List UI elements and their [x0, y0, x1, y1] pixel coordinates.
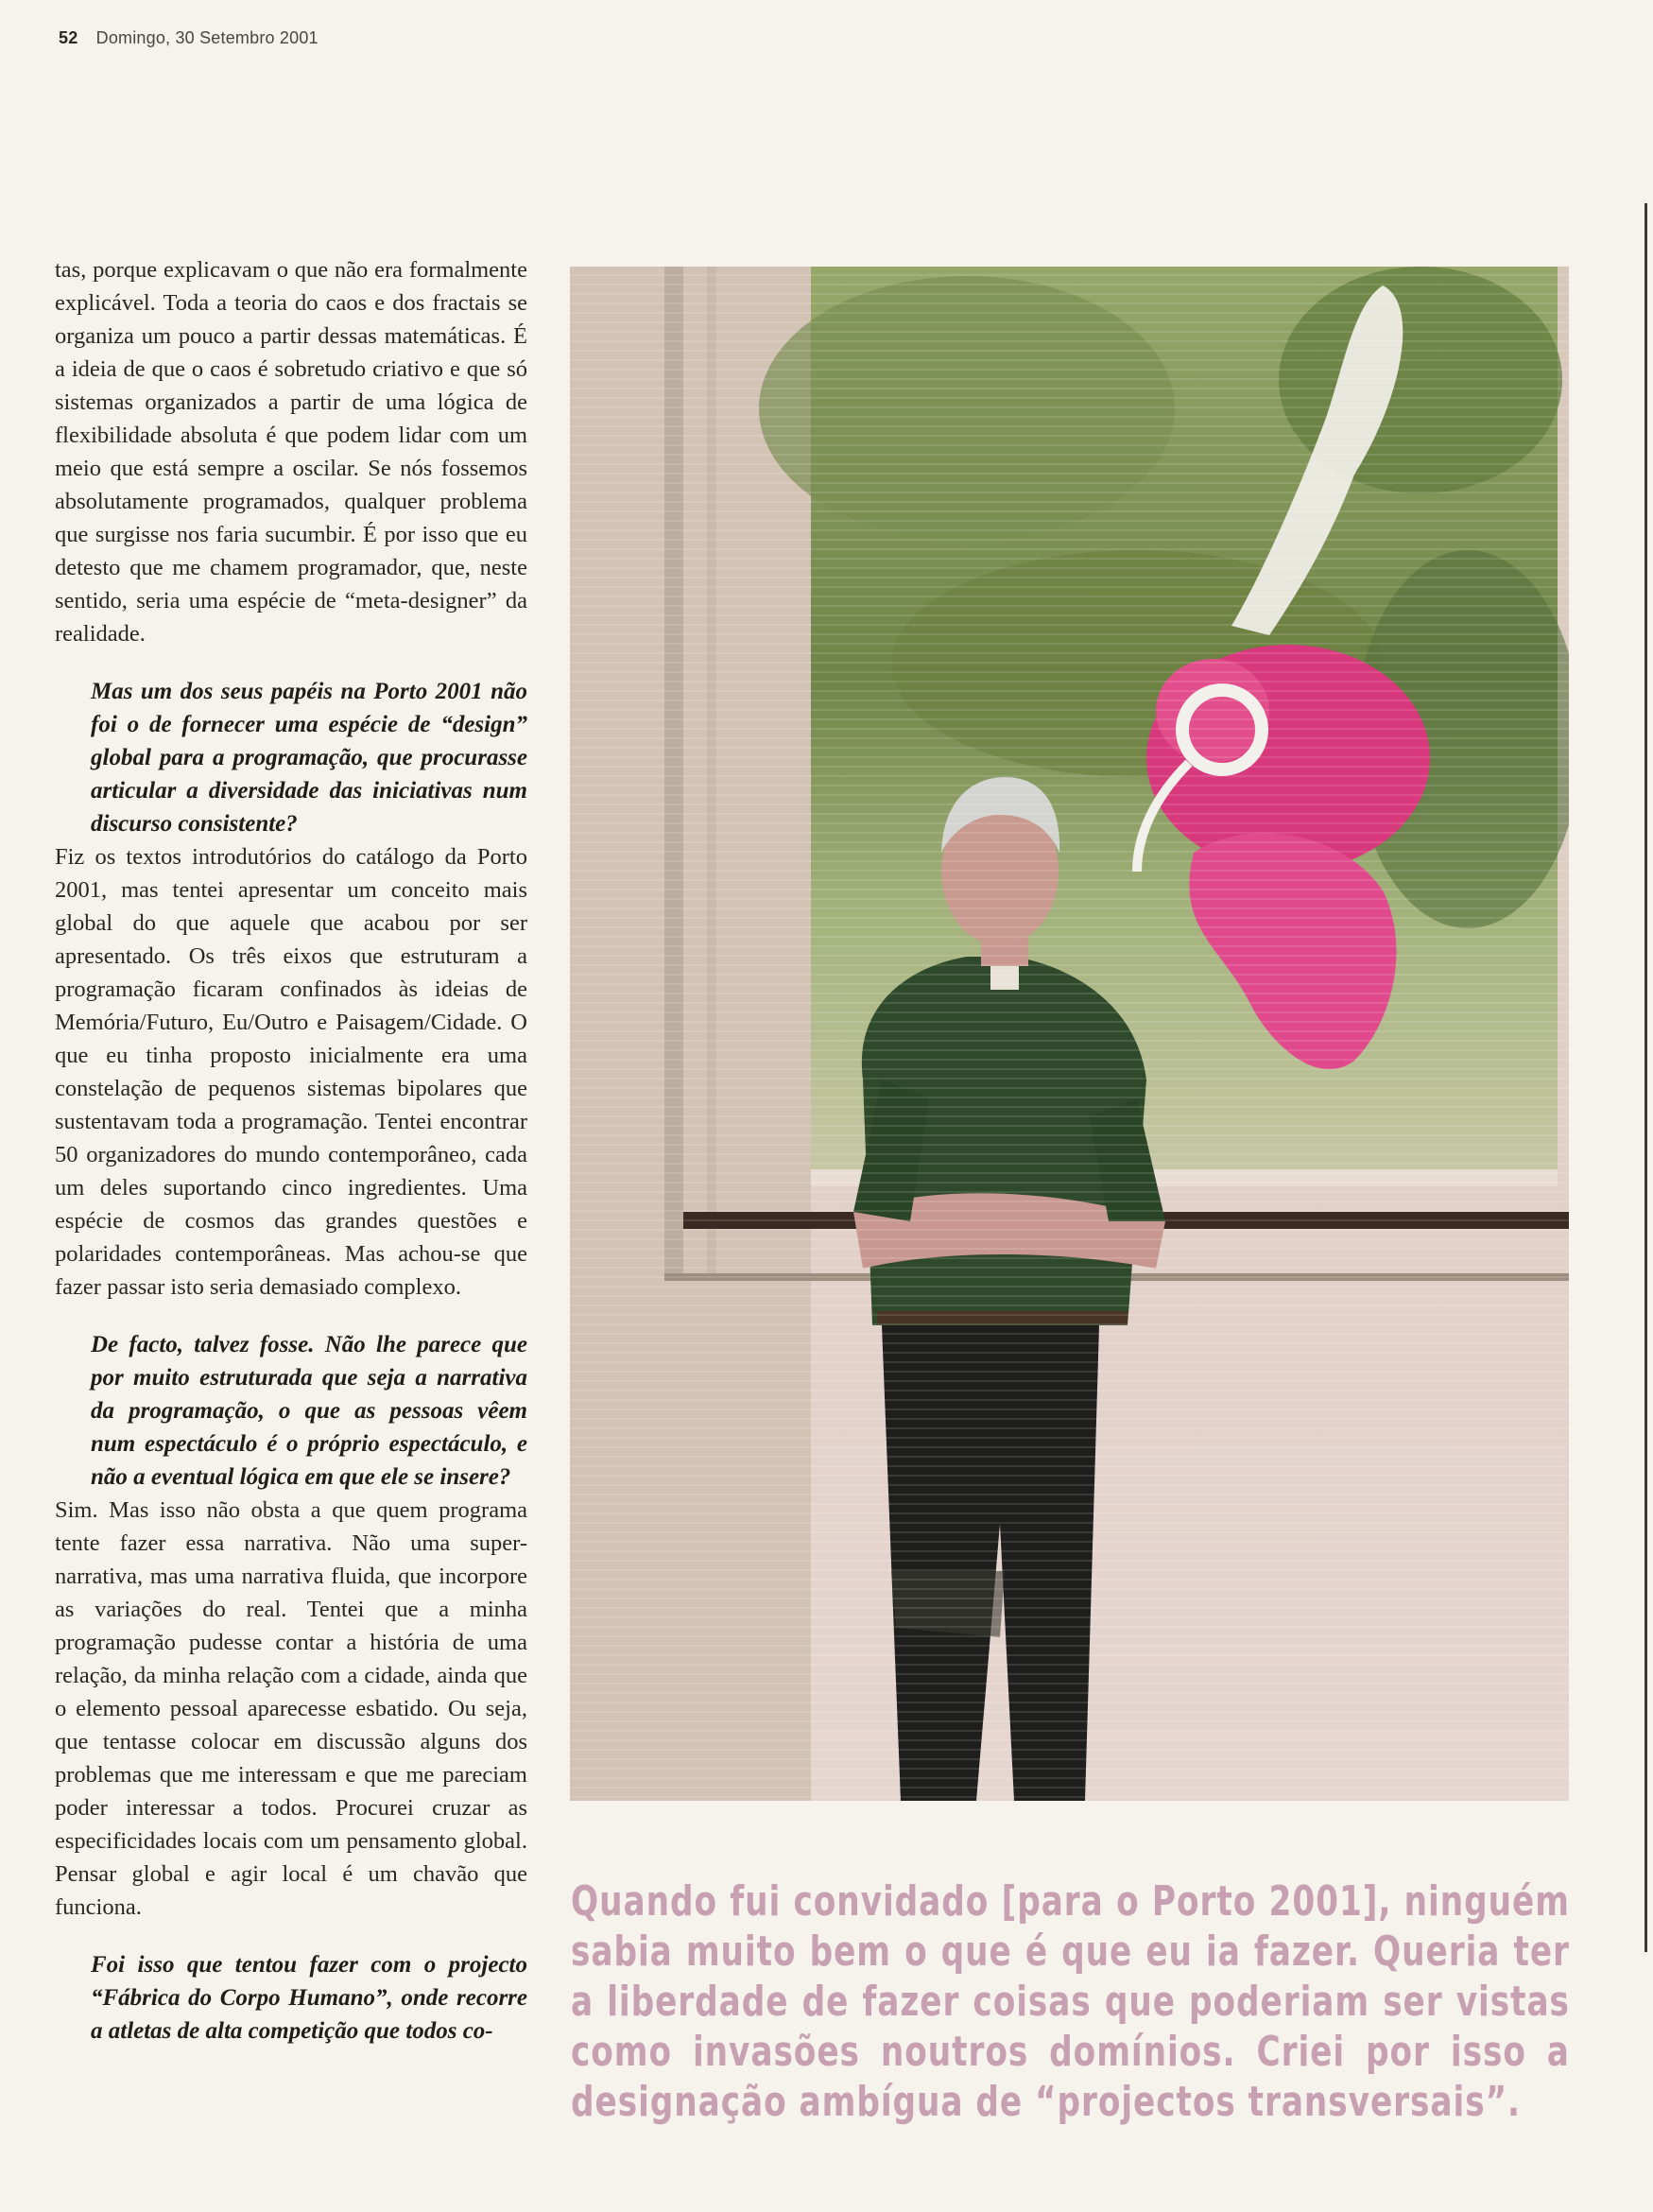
issue-date: Domingo, 30 Setembro 2001 — [95, 28, 319, 47]
question-1: Mas um dos seus papéis na Porto 2001 não foi o de fornecer uma espécie de “design” global para a programação, que procurasse articular a diversidade das iniciativas num discurso consistente? — [91, 679, 527, 837]
portrait-photo-illustration — [570, 267, 1569, 1801]
answer-paragraph-2: Fiz os textos introdutórios do catálogo da Porto 2001, mas tentei apresentar um conceito mais global do que aquele que acabou por ser apresentado. Os três eixos que estruturam a programação ficaram confinados às ideias de Memória/Futuro, Eu/Outro e Paisagem/Cidade. O que eu tinha proposto inicialmente era uma constelação de pequenos sistemas bipolares que sustentavam toda a programação. Tentei encontrar 50 organizadores do mundo contemporâneo, cada um deles suportando cinco ingredientes. Uma espécie de cosmos das grandes questões e polaridades contemporâneas. Mas achou-se que fazer passar isto seria demasiado complexo. — [55, 844, 527, 1300]
question-2: De facto, talvez fosse. Não lhe parece que por muito estruturada que seja a narrativa da programação, o que as pessoas vêem num espectáculo é o próprio espectáculo, e não a eventual lógica em que ele se insere? — [91, 1332, 527, 1490]
pull-quote: Quando fui convidado [para o Porto 2001], ninguém sabia muito bem o que é que eu ia fazer. Queria ter a liberdade de fazer coisas que poderiam ser vistas como invasões noutros domínios. Criei por isso a designação ambígua de “projectos transversais”. — [571, 1877, 1570, 2126]
answer-paragraph-1: tas, porque explicavam o que não era formalmente explicável. Toda a teoria do caos e dos fractais se organiza um pouco a partir dessas matemáticas. É a ideia de que o caos é sobretudo criativo e que só sistemas organizados a partir de uma lógica de flexibilidade absoluta é que podem lidar com um meio que está sempre a oscilar. Se nós fossemos absolutamente programados, qualquer problema que surgisse nos faria sucumbir. É por isso que eu detesto que me chamem programador, que, neste sentido, seria uma espécie de “meta-designer” da realidade. — [55, 257, 527, 647]
page-edge-rule — [1644, 203, 1647, 1952]
portrait-photo — [570, 267, 1569, 1801]
running-head — [59, 28, 319, 48]
page-number: 52 — [59, 28, 78, 47]
question-3: Foi isso que tentou fazer com o projecto “Fábrica do Corpo Humano”, onde recorre a atletas de alta competição que todos co- — [91, 1952, 527, 2044]
article-column — [55, 253, 527, 2048]
answer-paragraph-3: Sim. Mas isso não obsta a que quem programa tente fazer essa narrativa. Não uma super-narrativa, mas uma narrativa fluida, que incorpore as variações do real. Tentei que a minha programação pudesse contar a história de uma relação, da minha relação com a cidade, ainda que o elemento pessoal aparecesse esbatido. Ou seja, que tentasse colocar em discussão alguns dos problemas que me interessam e que me pareciam poder interessar a todos. Procurei cruzar as especificidades locais com um pensamento global. Pensar global e agir local é um chavão que funciona. — [55, 1497, 527, 1920]
